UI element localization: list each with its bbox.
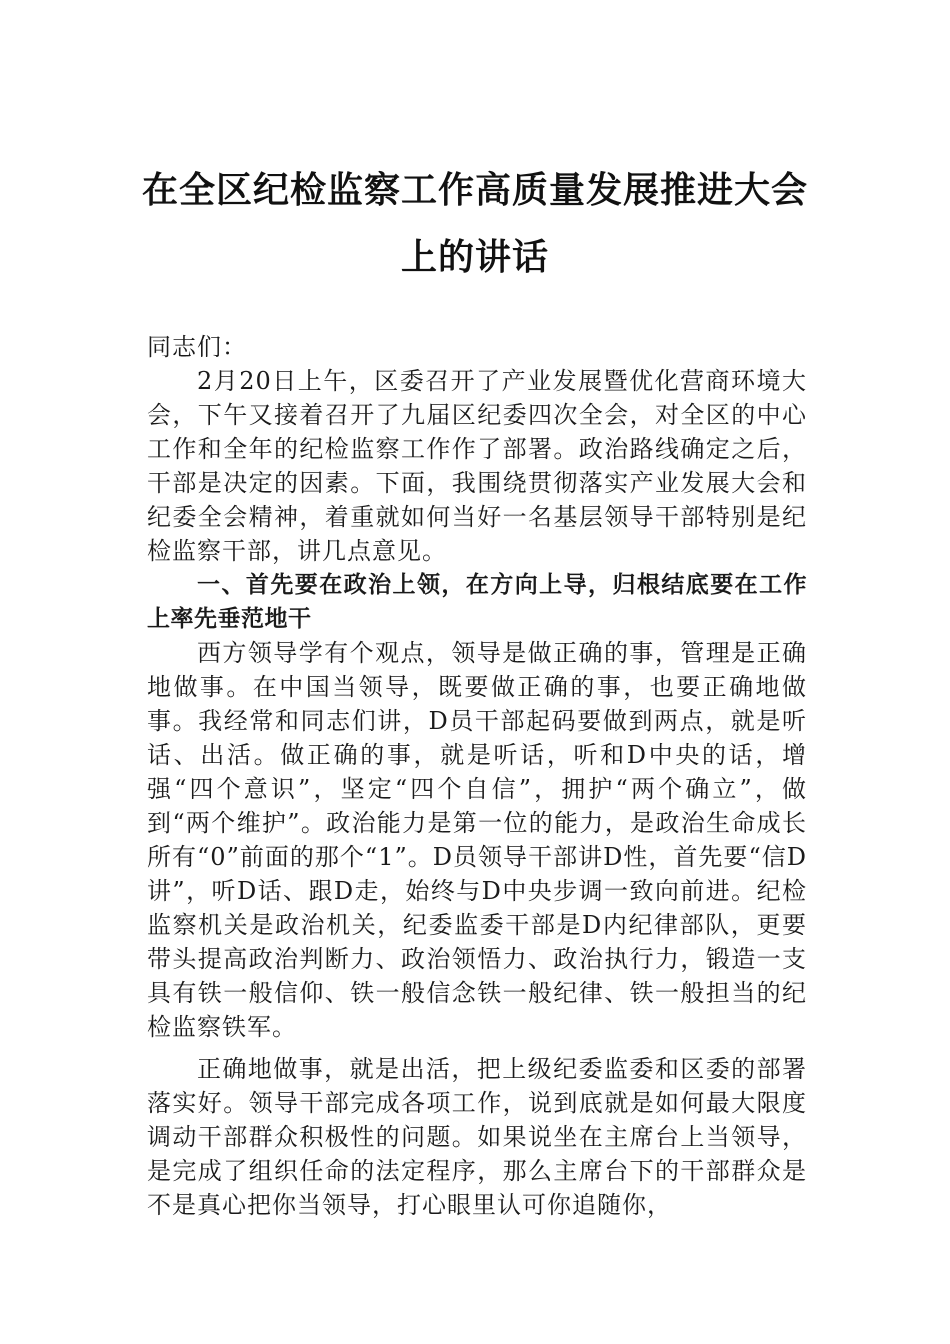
document-body (147, 330, 807, 1222)
salutation: 同志们： (147, 333, 247, 361)
document-title-line-2: 上的讲话 (400, 236, 549, 278)
paragraph-body-1: 西方领导学有个观点，领导是做正确的事，管理是正确地做事。在中国当领导，既要做正确的事，也要正确地做事。我经常和同志们讲，D员干部起码要做到两点，就是听话、出活。做正确的事，就是听话，听和D中央的话，增强“四个意识”，坚定“四个自信”，拥护“两个确立”，做到“两个维护”。政治能力是第一位的能力，是政治生命成长所有“0”前面的那个“1”。D员领导干部讲D性，首先要“信D讲”，听D话、跟D走，始终与D中央步调一致向前进。纪检监察机关是政治机关，纪委监委干部是D内纪律部队，更要带头提高政治判断力、政治领悟力、政治执行力，锻造一支具有铁一般信仰、铁一般信念铁一般纪律、铁一般担当的纪检监察铁军。 (147, 639, 807, 1041)
paragraph-intro: 2月20日上午，区委召开了产业发展暨优化营商环境大会，下午又接着召开了九届区纪委四次全会，对全区的中心工作和全年的纪检监察工作作了部署。政治路线确定之后，干部是决定的因素。下面，我围绕贯彻落实产业发展大会和纪委全会精神，着重就如何当好一名基层领导干部特别是纪检监察干部，讲几点意见。 (147, 367, 807, 565)
section-heading-1: 一、首先要在政治上领，在方向上导，归根结底要在工作上率先垂范地干 (147, 572, 807, 632)
document-title-line-1: 在全区纪检监察工作高质量发展推进大会 (141, 169, 808, 211)
paragraph-body-2: 正确地做事，就是出活，把上级纪委监委和区委的部署落实好。领导干部完成各项工作，说到底就是如何最大限度调动干部群众积极性的问题。如果说坐在主席台上当领导，是完成了组织任命的法定程序，那么主席台下的干部群众是不是真心把你当领导，打心眼里认可你追随你， (147, 1055, 807, 1219)
